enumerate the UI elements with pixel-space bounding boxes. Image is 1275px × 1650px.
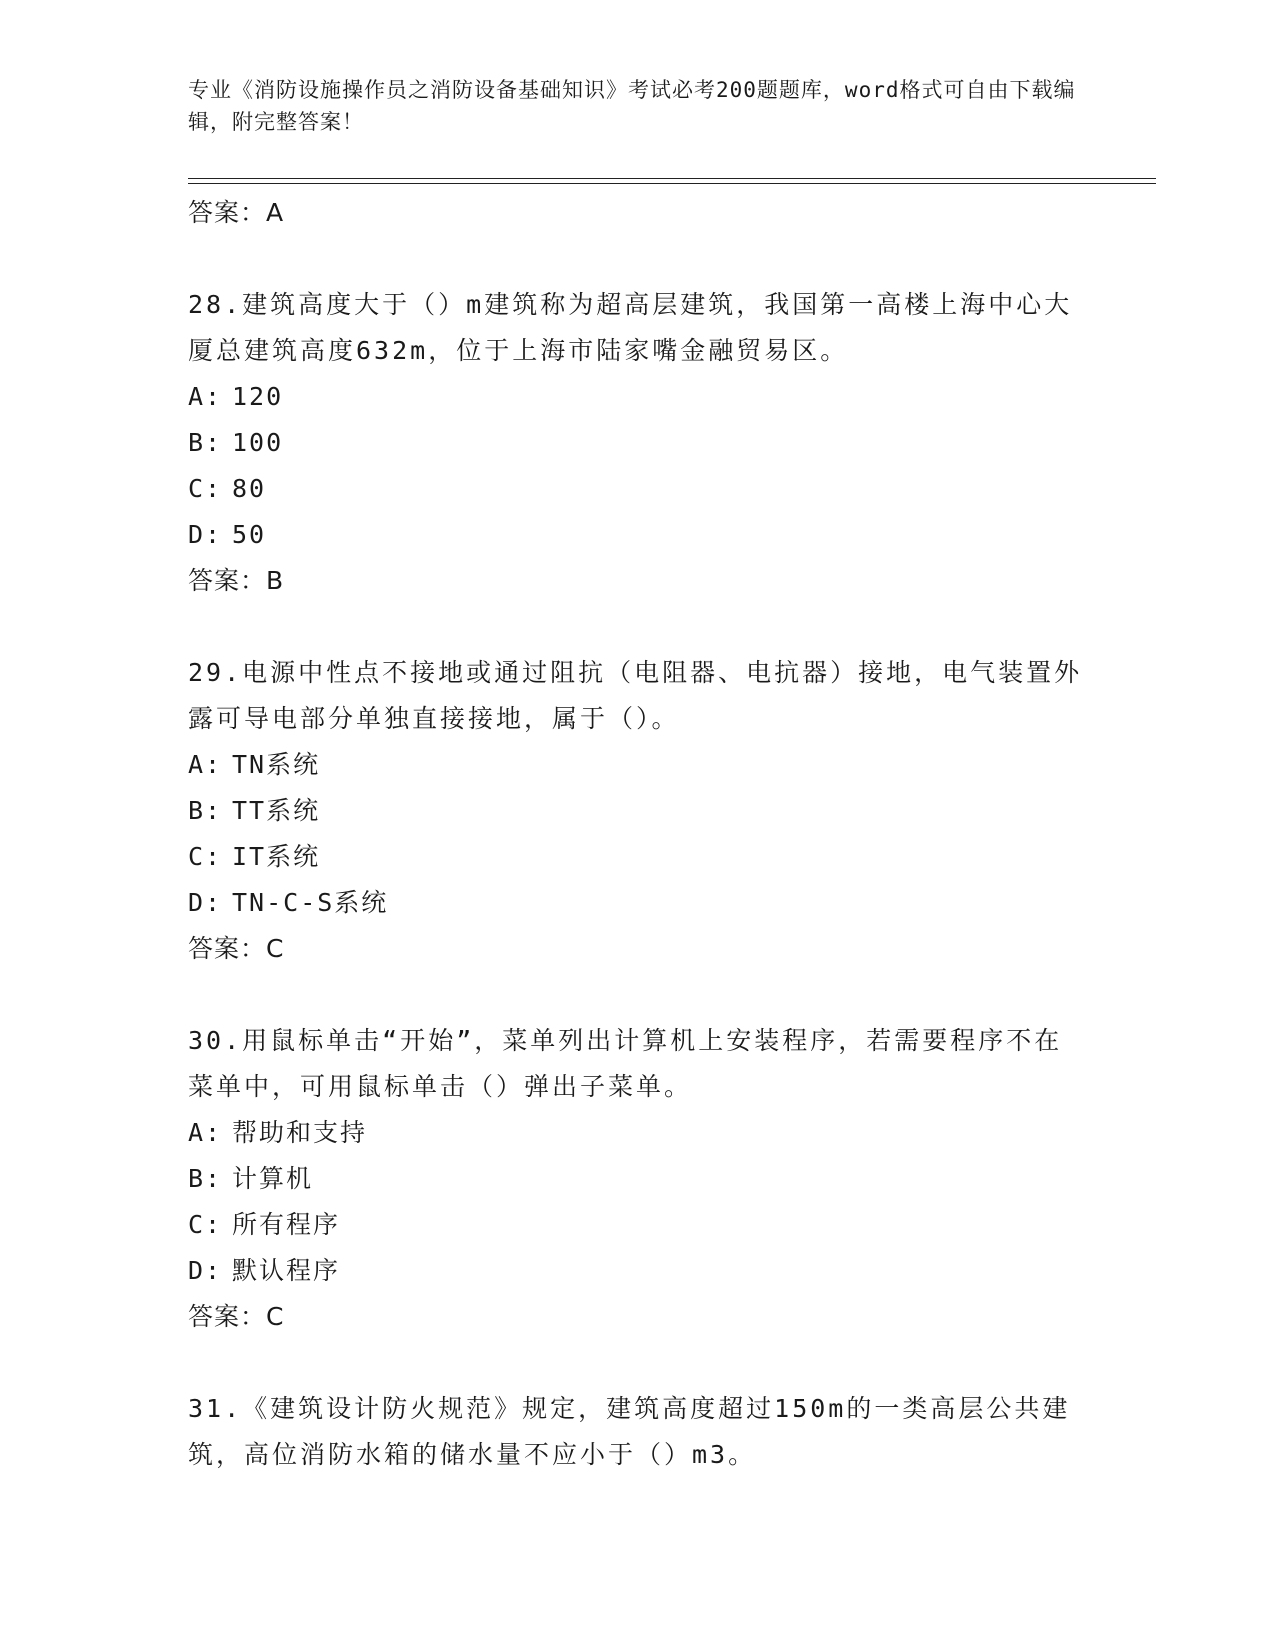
option-b — [188, 788, 1088, 834]
question-30 — [188, 1018, 1088, 1340]
option-label: A: — [188, 1118, 223, 1147]
option-value: TT系统 — [232, 796, 321, 825]
answer-line: 答案：A — [188, 198, 285, 227]
header-divider-bottom — [188, 183, 1156, 184]
document-header: 专业《消防设施操作员之消防设备基础知识》考试必考200题题库，word格式可自由下载编辑，附完整答案！ — [188, 78, 1076, 134]
question-text: 31.《建筑设计防火规范》规定，建筑高度超过150m的一类高层公共建筑，高位消防水箱的储水量不应小于（）m3。 — [188, 1394, 1071, 1469]
header-divider-top — [188, 178, 1156, 179]
option-value: 120 — [232, 382, 284, 411]
option-value: 50 — [232, 520, 267, 549]
option-a — [188, 1110, 1088, 1156]
option-value: IT系统 — [232, 842, 321, 871]
option-d — [188, 512, 1088, 558]
question-text: 28.建筑高度大于（）m建筑称为超高层建筑，我国第一高楼上海中心大厦总建筑高度632m，位于上海市陆家嘴金融贸易区。 — [188, 290, 1073, 365]
option-label: A: — [188, 750, 223, 779]
option-value: 80 — [232, 474, 267, 503]
option-label: B: — [188, 796, 223, 825]
option-value: TN系统 — [232, 750, 321, 779]
option-d — [188, 880, 1088, 926]
option-label: B: — [188, 428, 223, 457]
answer-line: 答案：C — [188, 1302, 285, 1331]
question-28 — [188, 282, 1088, 604]
option-c — [188, 834, 1088, 880]
option-c — [188, 1202, 1088, 1248]
option-a — [188, 374, 1088, 420]
option-label: D: — [188, 520, 223, 549]
option-label: C: — [188, 842, 223, 871]
option-value: 所有程序 — [232, 1210, 341, 1239]
question-text: 29.电源中性点不接地或通过阻抗（电阻器、电抗器）接地，电气装置外露可导电部分单独直接接地，属于（）。 — [188, 658, 1083, 733]
option-label: C: — [188, 1210, 223, 1239]
option-value: 默认程序 — [232, 1256, 341, 1285]
answer-line: 答案：B — [188, 566, 285, 595]
option-a — [188, 742, 1088, 788]
option-c — [188, 466, 1088, 512]
question-text: 30.用鼠标单击“开始”，菜单列出计算机上安装程序，若需要程序不在菜单中，可用鼠标单击（）弹出子菜单。 — [188, 1026, 1063, 1101]
option-label: C: — [188, 474, 223, 503]
option-label: D: — [188, 888, 223, 917]
option-value: TN-C-S系统 — [232, 888, 389, 917]
option-label: B: — [188, 1164, 223, 1193]
option-b — [188, 420, 1088, 466]
document-body — [188, 190, 1088, 1478]
question-31 — [188, 1386, 1088, 1478]
option-value: 计算机 — [232, 1164, 314, 1193]
option-d — [188, 1248, 1088, 1294]
option-label: D: — [188, 1256, 223, 1285]
question-29 — [188, 650, 1088, 972]
option-label: A: — [188, 382, 223, 411]
option-b — [188, 1156, 1088, 1202]
answer-line: 答案：C — [188, 934, 285, 963]
option-value: 100 — [232, 428, 284, 457]
option-value: 帮助和支持 — [232, 1118, 368, 1147]
